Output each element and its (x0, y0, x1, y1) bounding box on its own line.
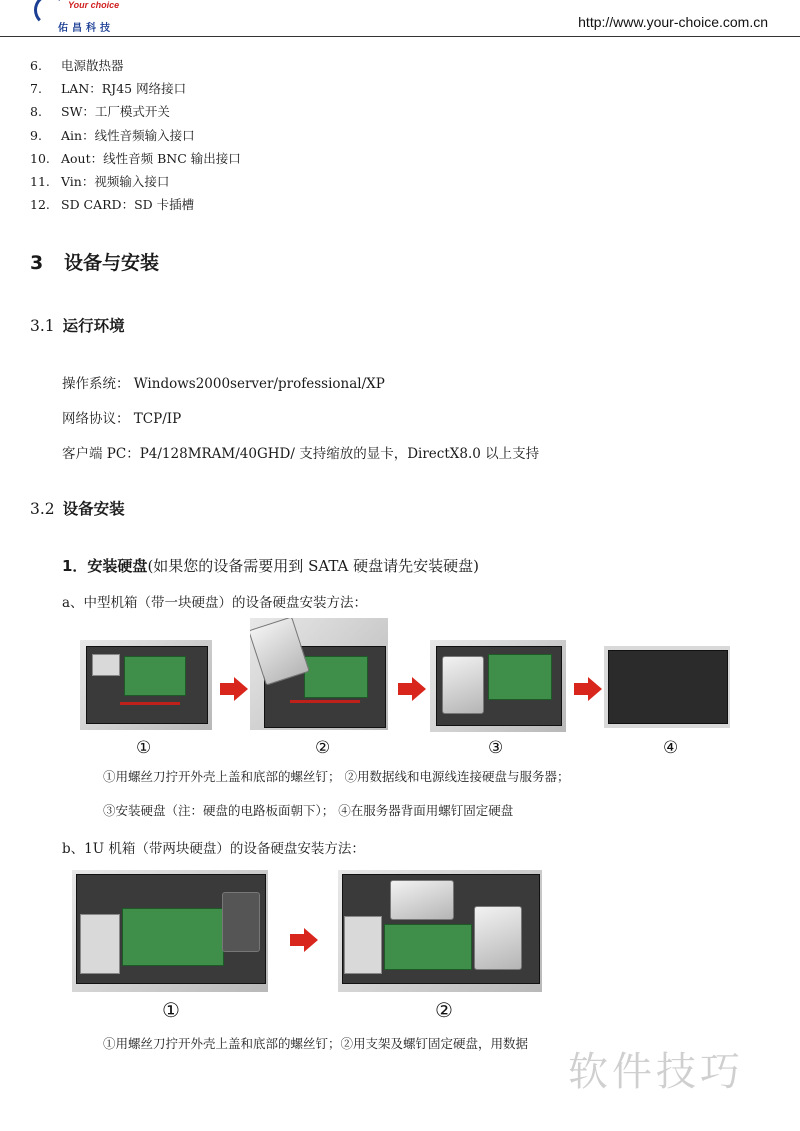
step-install-hdd (62, 555, 479, 576)
page-header (0, 0, 800, 37)
section-title: 运行环境 (62, 317, 125, 335)
list-item-number: 7. (30, 81, 42, 97)
list-item (30, 147, 241, 170)
figure-label: ① (136, 738, 152, 758)
photo-step-4 (604, 646, 730, 728)
section-number: 3.2 (30, 500, 55, 518)
list-item (30, 77, 241, 100)
list-item (30, 124, 241, 147)
figure-b-caption: ①用螺丝刀拧开外壳上盖和底部的螺丝钉；②用支架及螺钉固定硬盘，用数据 (103, 1036, 529, 1051)
section-heading-3-1 (30, 314, 125, 336)
section-number: 3.1 (30, 317, 55, 335)
env-client: 客户端 PC：P4/128MRAM/40GHD/ 支持缩放的显卡，DirectX8.0 以上支持 (62, 446, 540, 462)
photo-1u-step-2 (338, 870, 542, 992)
list-item-number: 8. (30, 104, 42, 120)
list-item-text: SD CARD：SD 卡插槽 (61, 197, 195, 213)
list-item-text: Vin：视频输入接口 (61, 173, 170, 189)
photo-1u-step-1 (72, 870, 268, 992)
step-lead: 1．安装硬盘 (62, 557, 148, 575)
logo-english-text: Your choice (68, 0, 120, 10)
section-title: 设备安装 (62, 500, 125, 518)
arrow-right-icon (304, 928, 318, 952)
list-item-text: 电源散热器 (61, 58, 124, 73)
section-number: 3 (30, 252, 44, 274)
method-b-heading: b、1U 机箱（带两块硬盘）的设备硬盘安装方法： (62, 841, 365, 857)
component-list (30, 54, 241, 216)
figure-label: ② (315, 738, 331, 758)
arrow-right-icon (234, 677, 248, 701)
figure-label: ③ (488, 738, 504, 758)
watermark: 软件技巧 (568, 1049, 744, 1095)
method-a-heading: a、中型机箱（带一块硬盘）的设备硬盘安装方法： (62, 595, 368, 611)
website-url[interactable]: http://www.your-choice.com.cn (578, 14, 768, 30)
figure-a-caption-1: ①用螺丝刀拧开外壳上盖和底部的螺丝钉； ②用数据线和电源线连接硬盘与服务器； (103, 769, 570, 784)
company-logo (30, 0, 130, 34)
photo-step-2 (250, 618, 388, 730)
section-heading-3 (30, 248, 159, 275)
list-item (30, 100, 241, 123)
list-item (30, 170, 241, 193)
arrow-right-icon (588, 677, 602, 701)
list-item-text: SW：工厂模式开关 (61, 104, 170, 120)
list-item-text: LAN：RJ45 网络接口 (61, 81, 187, 97)
list-item-number: 9. (30, 127, 42, 143)
logo-chinese-text: 佑昌科技 (58, 23, 114, 34)
list-item-number: 10. (30, 150, 50, 166)
arrow-right-icon (412, 677, 426, 701)
env-os: 操作系统： Windows2000server/professional/XP (62, 376, 385, 392)
list-item-text: Ain：线性音频输入接口 (61, 127, 195, 143)
list-item-number: 12. (30, 197, 50, 213)
figure-label: ② (435, 998, 453, 1022)
env-network: 网络协议： TCP/IP (62, 411, 182, 427)
photo-step-1 (80, 640, 212, 730)
photo-step-3 (430, 640, 566, 732)
list-item-number: 11. (30, 173, 50, 189)
section-heading-3-2 (30, 497, 125, 519)
list-item-text: Aout：线性音频 BNC 输出接口 (61, 150, 241, 166)
list-item (30, 54, 241, 77)
figure-a-caption-2: ③安装硬盘（注：硬盘的电路板面朝下）； ④在服务器背面用螺钉固定硬盘 (103, 803, 514, 818)
figure-label: ④ (663, 738, 679, 758)
list-item-number: 6. (30, 58, 42, 73)
figure-label: ① (162, 998, 180, 1022)
step-note: (如果您的设备需要用到 SATA 硬盘请先安装硬盘) (147, 557, 480, 575)
list-item (30, 193, 241, 216)
section-title: 设备与安装 (64, 252, 160, 274)
